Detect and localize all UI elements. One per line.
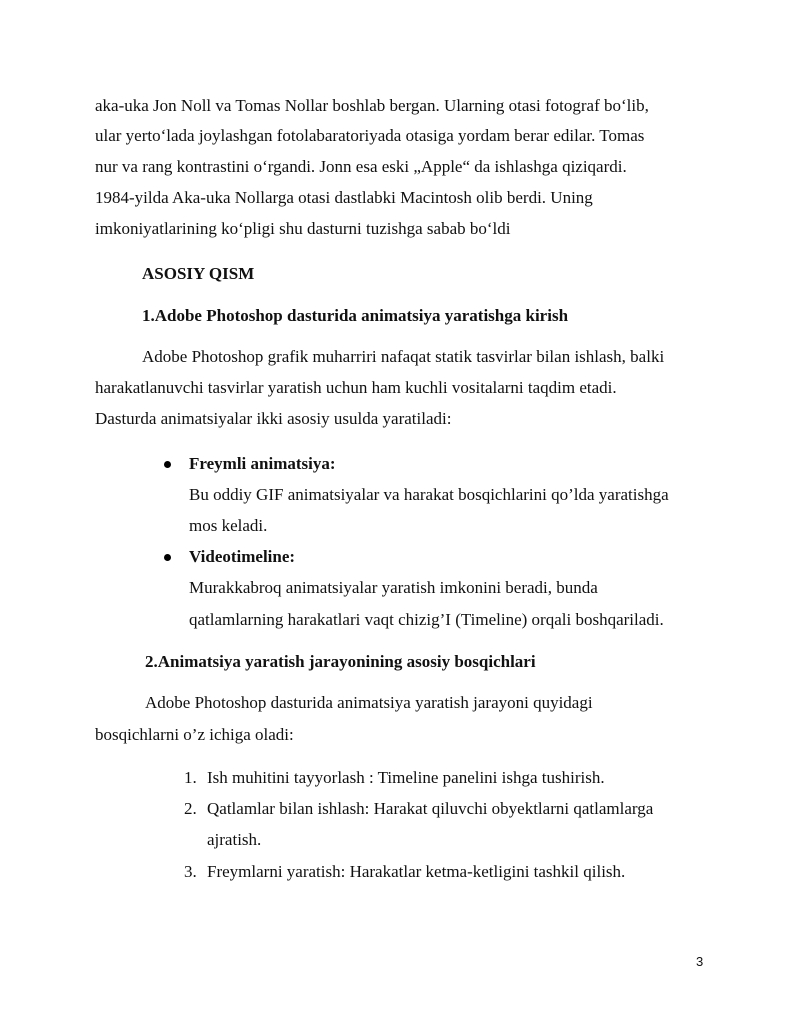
section1-heading: 1.Adobe Photoshop dasturida animatsiya yaratishga kirish xyxy=(142,306,569,325)
step-text-line: Freymlarni yaratish: Harakatlar ketma-ketligini tashkil qilish. xyxy=(207,862,626,881)
bullet-text-line: Bu oddiy GIF animatsiyalar va harakat bosqichlarini qo’lda yaratishga xyxy=(189,485,669,504)
step-text-line: ajratish. xyxy=(207,830,262,849)
intro-line: aka-uka Jon Noll va Tomas Nollar boshlab bergan. Ularning otasi fotograf bo‘lib, xyxy=(95,96,649,115)
bullet-text-line: qatlamlarning harakatlari vaqt chizig’I (Timeline) orqali boshqariladi. xyxy=(189,610,664,629)
bullet-text-line: Murakkabroq animatsiyalar yaratish imkonini beradi, bunda xyxy=(189,578,598,597)
bullet-text-line: mos keladi. xyxy=(189,516,268,535)
section1-paragraph-line: harakatlanuvchi tasvirlar yaratish uchun ham kuchli vositalarni taqdim etadi. xyxy=(95,378,617,397)
section1-paragraph-line: Adobe Photoshop grafik muharriri nafaqat statik tasvirlar bilan ishlash, balki xyxy=(142,347,665,366)
step-number: 1. xyxy=(184,768,197,787)
section2-paragraph-line: bosqichlarni o’z ichiga oladi: xyxy=(95,725,294,744)
intro-line: nur va rang kontrastini o‘rgandi. Jonn esa eski „Apple“ da ishlashga qiziqardi. xyxy=(95,157,627,176)
section2-paragraph-line: Adobe Photoshop dasturida animatsiya yaratish jarayoni quyidagi xyxy=(145,693,593,712)
bullet-title: Videotimeline: xyxy=(189,547,296,566)
intro-line: 1984-yilda Aka-uka Nollarga otasi dastlabki Macintosh olib berdi. Uning xyxy=(95,188,593,207)
bullet-title: Freymli animatsiya: xyxy=(189,454,336,473)
step-text-line: Qatlamlar bilan ishlash: Harakat qiluvchi obyektlarni qatlamlarga xyxy=(207,799,654,818)
page-number: 3 xyxy=(696,954,704,969)
bullet-icon xyxy=(164,461,171,468)
step-number: 2. xyxy=(184,799,197,818)
step-text-line: Ish muhitini tayyorlash : Timeline panelini ishga tushirish. xyxy=(207,768,605,787)
section1-paragraph-line: Dasturda animatsiyalar ikki asosiy usulda yaratiladi: xyxy=(95,409,452,428)
section2-heading: 2.Animatsiya yaratish jarayonining asosiy bosqichlari xyxy=(145,652,536,671)
bullet-icon xyxy=(164,554,171,561)
intro-line: ular yerto‘lada joylashgan fotolabaratoriyada otasiga yordam berar edilar. Tomas xyxy=(95,126,645,145)
intro-line: imkoniyatlarining ko‘pligi shu dasturni tuzishga sabab bo‘ldi xyxy=(95,219,511,238)
step-number: 3. xyxy=(184,862,197,881)
main-heading: ASOSIY QISM xyxy=(142,264,255,283)
